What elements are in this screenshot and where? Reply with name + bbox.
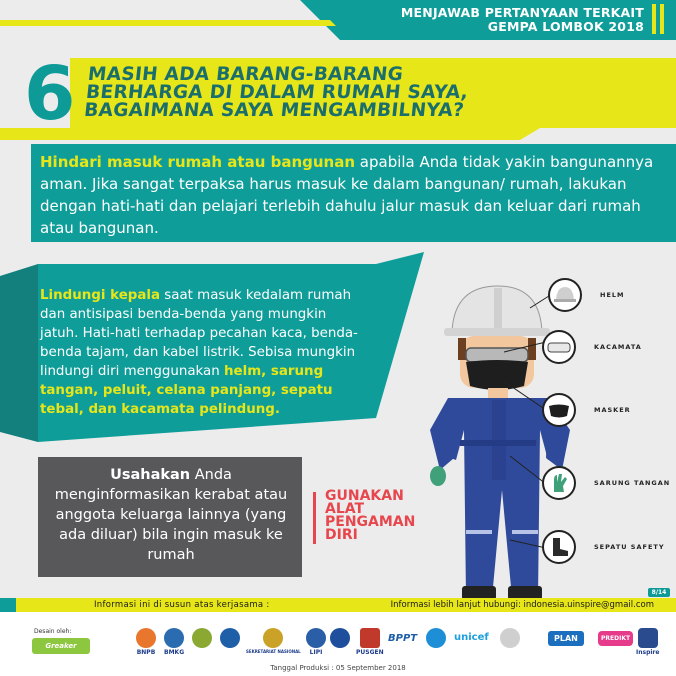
partner-logo-10	[426, 628, 446, 648]
inspire-logo: Inspire	[636, 628, 659, 656]
goggles-icon	[542, 330, 576, 364]
question-number: 6	[24, 51, 76, 137]
header-line-2: GEMPA LOMBOK 2018	[487, 19, 644, 34]
pusgen-logo: PUSGEN	[356, 628, 384, 656]
advice-highlight-2: Lindungi kepala	[40, 288, 161, 303]
header-line-1: MENJAWAB PERTANYAAN TERKAIT	[400, 5, 644, 20]
apd-title: GUNAKAN ALAT PENGAMAN DIRI	[325, 488, 416, 543]
footer-contact: Informasi lebih lanjut hubungi: indonesia.uinspire@gmail.com	[390, 600, 654, 610]
kacamata-label: KACAMATA	[594, 343, 642, 351]
designer-logo: Greaker	[32, 638, 90, 654]
partner-logo-4	[220, 628, 240, 648]
helmet-icon	[548, 278, 582, 312]
designer-label: Desain oleh:	[34, 628, 72, 635]
glove-icon	[542, 466, 576, 500]
partner-logo-12	[500, 628, 520, 648]
unicef-logo: unicef	[454, 632, 489, 643]
question-text: MASIH ADA BARANG-BARANG BERHARGA DI DALAM RUMAH SAYA, BAGAIMANA SAYA MENGAMBILNYA?	[83, 64, 470, 121]
partner-logo-7	[330, 628, 350, 648]
setnas-logo: SEKRETARIAT NASIONAL	[246, 628, 301, 654]
header-accent-bar	[652, 4, 656, 34]
advice-text-3	[46, 465, 296, 565]
footer-partners-label: Informasi ini di susun atas kerjasama :	[94, 600, 270, 610]
apd-accent-bar	[313, 492, 316, 544]
advice-body-2: saat masuk kedalam rumah dan antisipasi benda-benda yang mungkin jatuh. Hati-hati terhadap pecahan kaca, benda-benda tajam, dan kabel listrik. Sebisa mungkin lindungi diri menggunakan	[40, 288, 358, 379]
prediktif-logo: PREDIKT	[598, 628, 633, 646]
advice-text-2	[40, 286, 360, 419]
mask-icon	[542, 393, 576, 427]
plan-logo: PLAN	[548, 628, 584, 646]
production-date: Tanggal Produksi : 05 September 2018	[270, 664, 406, 672]
header-accent-bar	[660, 4, 664, 34]
masker-label: MASKER	[594, 406, 631, 414]
page-indicator: 8/14	[648, 588, 670, 597]
lipi-logo: LIPI	[306, 628, 326, 656]
boot-icon	[542, 530, 576, 564]
helm-label: HELM	[600, 291, 625, 299]
advice-highlight-2b: helm, sarung tangan, peluit, celana panjang, sepatu tebal, dan kacamata pelindung.	[40, 364, 333, 417]
partner-logo-3	[192, 628, 212, 648]
bnpb-logo: BNPB	[136, 628, 156, 656]
advice-highlight-1: Hindari masuk rumah atau bangunan	[40, 153, 356, 171]
header-title	[401, 6, 644, 34]
advice-body-3: Anda menginformasikan kerabat atau anggota keluarga lainnya (yang ada diluar) bila ingin masuk ke rumah	[54, 467, 288, 563]
advice-body-1: apabila Anda tidak yakin bangunannya aman. Jika sangat terpaksa harus masuk ke dalam bangunan/ rumah, lakukan dengan hati-hati dan pelajari terlebih dahulu jalur masuk dan keluar dari rumah atau bangunan.	[40, 153, 654, 237]
sepatu-safety-label: SEPATU SAFETY	[594, 543, 665, 551]
bppt-logo: BPPT	[388, 633, 418, 644]
advice-text-1	[40, 151, 660, 239]
sarung-tangan-label: SARUNG TANGAN	[594, 479, 671, 487]
advice-highlight-3: Usahakan	[110, 467, 191, 483]
bmkg-logo: BMKG	[164, 628, 184, 656]
